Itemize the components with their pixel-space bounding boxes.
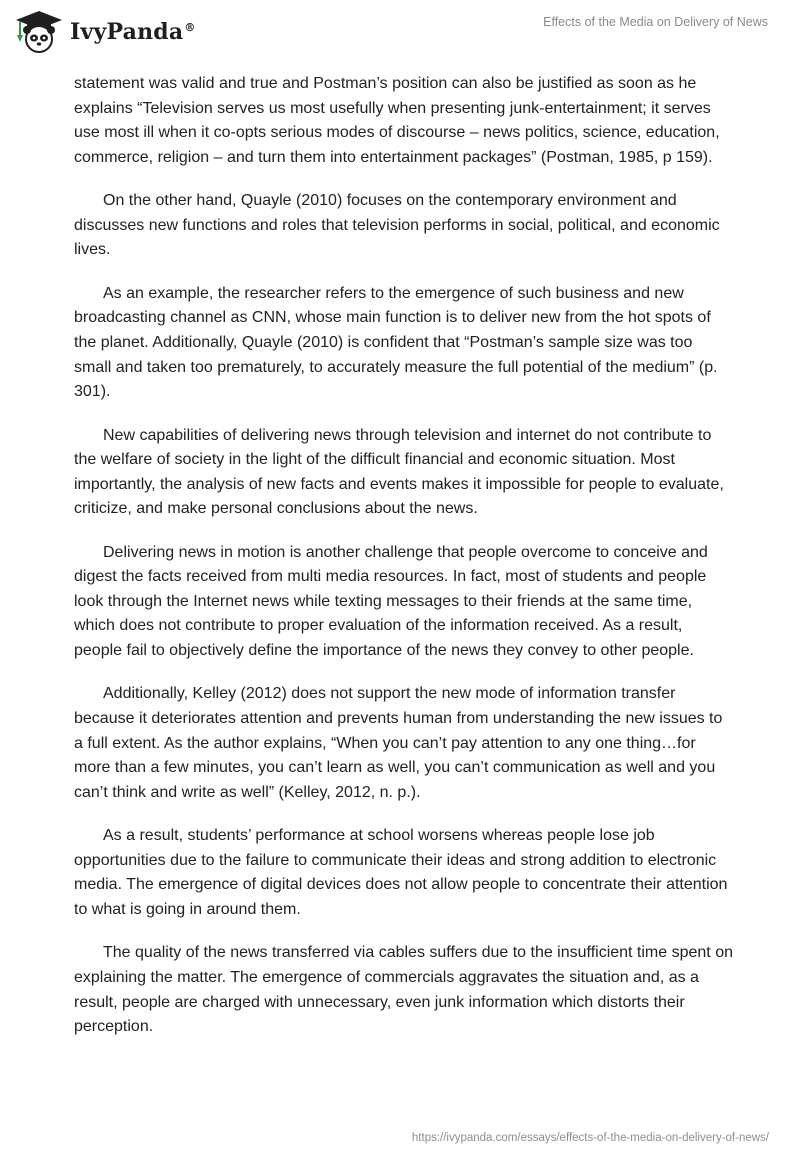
paragraph: Additionally, Kelley (2012) does not support the new mode of information transfer because it deteriorates attention and prevents human from understanding the new issues to a full extent. As the author explains, “When you can’t pay attention to any one thing…for more than a few minutes, you can’t learn as well, you can’t communication as well and you can’t think and write as well” (Kelley, 2012, n. p.). <box>74 685 723 801</box>
panda-graduate-icon <box>14 9 64 55</box>
source-url[interactable]: https://ivypanda.com/essays/effects-of-the-media-on-delivery-of-news/ <box>411 1132 769 1144</box>
essay-body <box>74 72 734 1059</box>
paragraph: statement was valid and true and Postman’s position can also be justified as soon as he explains “Television serves us most usefully when presenting junk-entertainment; it serves use most ill when it co-opts serious modes of discourse – news politics, science, education, commerce, religion – and turn them into entertainment packages” (Postman, 1985, p 159). <box>74 75 720 166</box>
brand-name: IvyPanda® <box>70 19 196 45</box>
page-header <box>0 0 800 70</box>
paragraph: On the other hand, Quayle (2010) focuses on the contemporary environment and discusses new functions and roles that television performs in social, political, and economic lives. <box>74 192 720 259</box>
ivypanda-logo[interactable] <box>14 6 196 58</box>
paragraph: Delivering news in motion is another challenge that people overcome to conceive and digest the facts received from multi media resources. In fact, most of students and people look through the Internet news while texting messages to their friends at the same time, which does not contribute to proper evaluation of the information received. As a result, people fail to objectively define the importance of the news they convey to other people. <box>74 543 708 660</box>
paragraph: As a result, students’ performance at school worsens whereas people lose job opportunities due to the failure to communicate their ideas and strong addition to electronic media. The emergence of digital devices does not allow people to concentrate their attention to what is going in around them. <box>74 827 728 918</box>
document-title: Effects of the Media on Delivery of News <box>543 15 768 29</box>
paragraph: New capabilities of delivering news through television and internet do not contribute to the welfare of society in the light of the difficult financial and economic situation. Most importantly, the analysis of new facts and events makes it impossible for people to evaluate, criticize, and make personal conclusions about the news. <box>74 426 724 518</box>
paragraph: The quality of the news transferred via cables suffers due to the insufficient time spent on explaining the matter. The emergence of commercials aggravates the situation and, as a result, people are charged with unnecessary, even junk information which distorts their perception. <box>74 944 733 1036</box>
paragraph: As an example, the researcher refers to the emergence of such business and new broadcasting channel as CNN, whose main function is to deliver new from the hot spots of the planet. Additionally, Quayle (2010) is confident that “Postman’s sample size was too small and taken too prematurely, to accurately measure the full potential of the medium” (p. 301). <box>74 284 718 401</box>
